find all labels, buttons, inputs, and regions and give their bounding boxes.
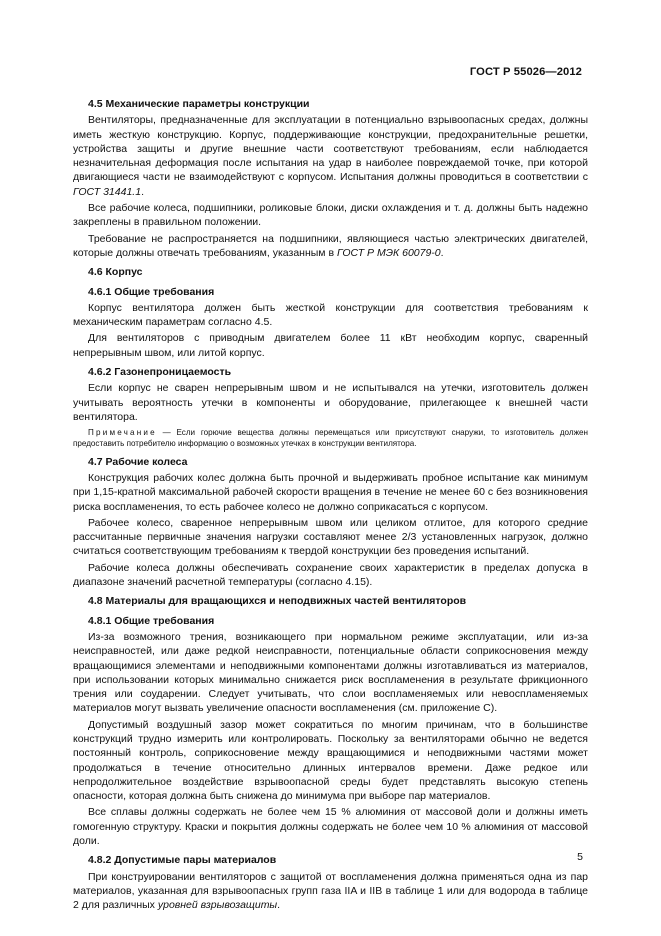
- document-id-header: ГОСТ Р 55026—2012: [469, 66, 582, 78]
- note: [73, 427, 588, 449]
- paragraph-text: Рабочее колесо, сваренное непрерывным швом или целиком отлитое, для которого средние рассчитанные первичные значения нагрузки составляют менее 2/3 установленных нагрузок, должно считаться соответствующим требованиям к твердой конструкции без проведения испытаний.: [73, 516, 588, 558]
- section-heading: 4.6 Корпус: [88, 266, 143, 279]
- reference-text: ГОСТ Р МЭК 60079-0: [336, 246, 441, 259]
- section-heading: 4.8.2 Допустимые пары материалов: [88, 854, 277, 867]
- section-heading: 4.6.2 Газонепроницаемость: [88, 366, 232, 379]
- paragraph: [73, 201, 588, 230]
- paragraph-text: Все сплавы должны содержать не более чем 15 % алюминия от массовой доли и должны иметь гомогенную структуру. Краски и покрытия должны содержать не более чем 10 % алюминия от массовой доли.: [73, 806, 588, 848]
- paragraph-text: Конструкция рабочих колес должна быть прочной и выдерживать пробное испытание как минимум при 1,15-кратной максимальной рабочей скорости вращения в течение не менее 60 с без возникновения риска воспламенения, то есть рабочее колесо не должно соприкасаться с корпусом.: [73, 471, 588, 513]
- paragraph: [73, 471, 588, 514]
- paragraph-text: Требование не распространяется на подшипники, являющиеся частью электрических двигателей, которые должны отвечать требованиям, указанным в: [73, 232, 588, 259]
- paragraph: [73, 561, 588, 590]
- paragraph-text: .: [141, 185, 144, 198]
- reference-text: ГОСТ 31441.1: [73, 185, 142, 198]
- section-heading: 4.8.1 Общие требования: [88, 614, 215, 627]
- paragraph-text: Если корпус не сварен непрерывным швом и не испытывался на утечки, изготовитель должен учитывать вероятность утечки в компоненты и оборудование, прилегающее к внешней части вентилятора.: [73, 382, 588, 423]
- paragraph-text: Допустимый воздушный зазор может сократиться по многим причинам, что в большинстве конструкций трудно измерить или контролировать. Поскольку за вентиляторами обычно не ведется постоянный контроль, соприкосновение между вращающимися и неподвижными частями может продолжаться в течение относительно длинных интервалов времени. Даже редкое или непродолжительное воздействие взрывоопасной среды будет представлять высокую степень опасности, которая должна быть снижена до минимума при выборе пар материалов.: [73, 718, 588, 803]
- paragraph: [73, 301, 588, 330]
- note-label: Примечание: [88, 428, 157, 438]
- page-number: 5: [577, 851, 583, 863]
- reference-text: уровней взрывозащиты: [157, 899, 278, 912]
- paragraph-text: Все рабочие колеса, подшипники, роликовые блоки, диски охлаждения и т. д. должны быть надежно закреплены в правильном положении.: [73, 202, 588, 229]
- paragraph: [73, 870, 588, 913]
- note-text: — Если горючие вещества должны перемещаться или присутствуют снаружи, то изготовитель должен предоставить потребителю информацию о возможных утечках в конструкции вентилятора.: [73, 428, 588, 449]
- paragraph-text: .: [440, 246, 444, 259]
- paragraph: [73, 630, 588, 716]
- section-heading: 4.6.1 Общие требования: [88, 285, 215, 298]
- paragraph-text: Рабочие колеса должны обеспечивать сохранение своих характеристик в пределах допуска в диапазоне значений расчетной температуры (согласно 4.15).: [73, 561, 588, 589]
- paragraph: [73, 718, 588, 804]
- document-body: [73, 97, 588, 915]
- paragraph-text: Вентиляторы, предназначенные для эксплуатации в потенциально взрывоопасных средах, должны иметь жесткую конструкцию. Корпус, поддерживающие конструкции, предохранительные решетки, устройства защиты и другие внешние части соответствуют требованиям, если наблюдается незначительная деформация после испытания на удар в наиболее повреждаемой точке, при которой двигающиеся части не взаимодействуют с корпусом. Испытания должны проводиться в соответствии с: [73, 114, 588, 184]
- section-heading: 4.7 Рабочие колеса: [88, 455, 188, 468]
- paragraph: [73, 113, 588, 199]
- paragraph-text: Из-за возможного трения, возникающего при нормальном режиме эксплуатации, или из-за неисправностей, или даже редкой неисправности, потенциальные области соприкосновения между вращающимися элементами и неподвижными компонентами должны изготавливаться из материалов, при использовании которых минимально снижается риск воспламенения в результате фрикционного трения или соударении. Следует учитывать, что слои воспламеняемых или невоспламеняемых материалов могут вызвать увеличение опасности воспламенения (см. приложение С).: [73, 630, 588, 715]
- paragraph: [73, 381, 588, 424]
- paragraph: [73, 805, 588, 848]
- section-heading: 4.5 Механические параметры конструкции: [88, 98, 310, 110]
- paragraph: [73, 331, 588, 360]
- paragraph-text: При конструировании вентиляторов с защитой от воспламенения должна применяться одна из пар материалов, указанная для взрывоопасных групп газа IIA и IIB в таблице 1 или для водорода в таблице 2 для различных: [73, 870, 588, 912]
- paragraph: [73, 232, 588, 261]
- paragraph: [73, 516, 588, 559]
- section-heading: 4.8 Материалы для вращающихся и неподвижных частей вентиляторов: [88, 595, 467, 608]
- paragraph-text: Для вентиляторов с приводным двигателем более 11 кВт необходим корпус, сваренный непрерывным швом, или литой корпус.: [73, 332, 588, 359]
- paragraph-text: Корпус вентилятора должен быть жесткой конструкции для соответствия требованиям к механическим параметрам согласно 4.5.: [73, 301, 588, 329]
- paragraph-text: .: [277, 899, 281, 912]
